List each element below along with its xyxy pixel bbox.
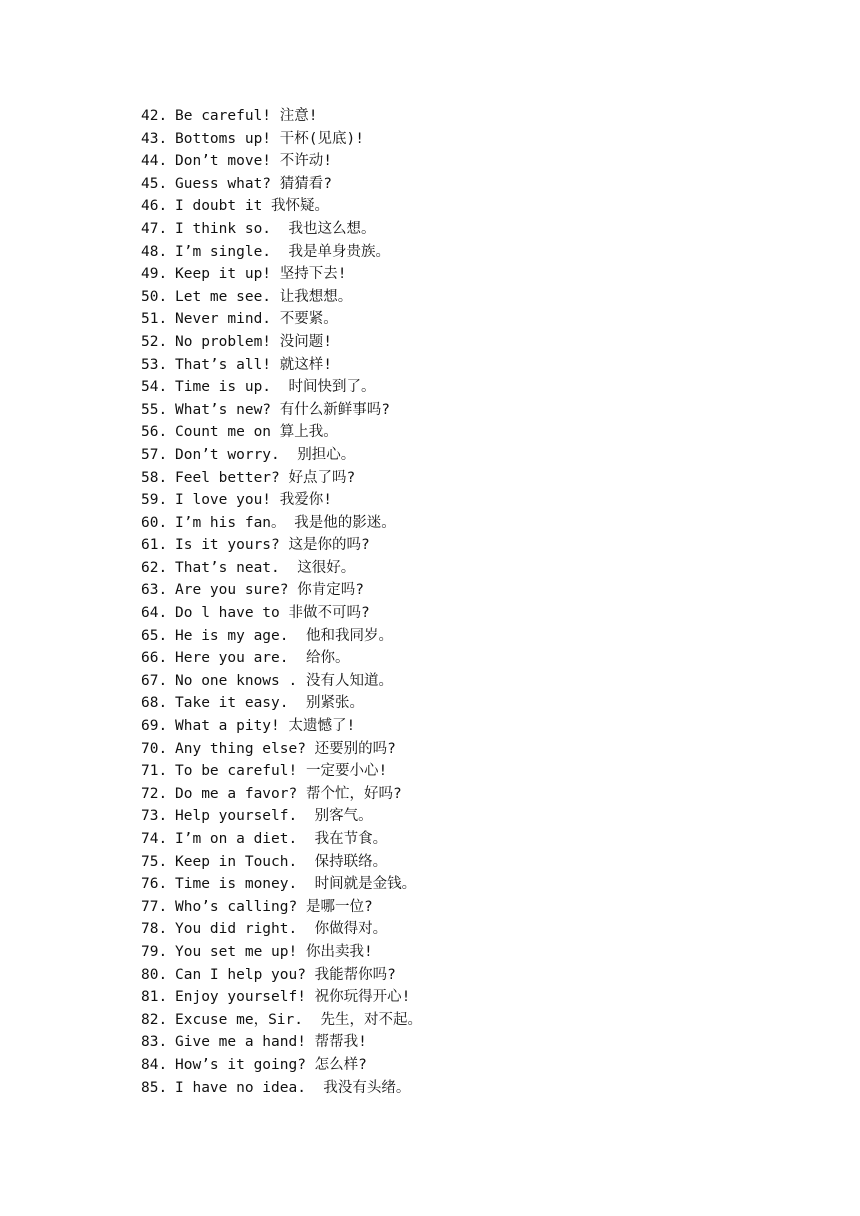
item-number: 47. <box>141 220 168 237</box>
item-number: 76. <box>141 876 168 893</box>
phrase-text: No one knows . 没有人知道。 <box>175 672 393 689</box>
list-item <box>141 1009 422 1032</box>
phrase-text: Keep in Touch. 保持联络。 <box>175 853 388 870</box>
item-number: 67. <box>141 672 168 689</box>
list-item <box>141 1054 422 1077</box>
phrase-text: Be careful! 注意! <box>175 108 318 124</box>
item-number: 79. <box>141 943 168 960</box>
list-item <box>141 286 422 309</box>
phrase-text: I have no idea. 我没有头绪。 <box>175 1079 411 1096</box>
phrase-text: That’s all! 就这样! <box>175 356 332 373</box>
list-item <box>141 760 422 783</box>
item-number: 60. <box>141 514 168 531</box>
phrase-text: Keep it up! 坚持下去! <box>175 266 347 283</box>
list-item <box>141 263 422 286</box>
phrase-text: Feel better? 好点了吗? <box>175 469 356 486</box>
phrase-text: Guess what? 猜猜看? <box>175 175 332 192</box>
list-item <box>141 512 422 535</box>
item-number: 66. <box>141 650 168 667</box>
list-item <box>141 557 422 580</box>
phrase-text: You did right. 你做得对。 <box>175 921 388 938</box>
list-item <box>141 851 422 874</box>
phrase-text: I think so. 我也这么想。 <box>175 220 376 237</box>
list-item <box>141 918 422 941</box>
phrase-text: Don’t worry. 别担心。 <box>175 446 356 463</box>
list-item <box>141 738 422 761</box>
list-item <box>141 241 422 264</box>
list-item <box>141 150 422 173</box>
list-item <box>141 828 422 851</box>
phrase-text: Bottoms up! 干杯(见底)! <box>175 130 364 147</box>
list-item <box>141 579 422 602</box>
phrase-text: To be careful! 一定要小心! <box>175 763 388 780</box>
phrase-text: I’m his fan。 我是他的影迷。 <box>175 514 396 531</box>
list-item <box>141 308 422 331</box>
list-item <box>141 647 422 670</box>
list-item <box>141 128 422 151</box>
phrase-text: Any thing else? 还要别的吗? <box>175 740 396 757</box>
list-item <box>141 625 422 648</box>
list-item <box>141 896 422 919</box>
item-number: 81. <box>141 989 168 1006</box>
list-item <box>141 783 422 806</box>
item-number: 64. <box>141 605 168 622</box>
phrase-text: Are you sure? 你肯定吗? <box>175 582 364 599</box>
list-item <box>141 421 422 444</box>
item-number: 55. <box>141 401 168 418</box>
list-item <box>141 941 422 964</box>
phrase-text: Time is up. 时间快到了。 <box>175 379 376 396</box>
phrase-text: Do l have to 非做不可吗? <box>175 605 370 622</box>
phrase-list <box>141 105 422 1099</box>
list-item <box>141 805 422 828</box>
phrase-text: What’s new? 有什么新鲜事吗? <box>175 401 390 418</box>
phrase-text: Count me on 算上我。 <box>175 424 338 441</box>
list-item <box>141 986 422 1009</box>
item-number: 63. <box>141 582 168 599</box>
item-number: 85. <box>141 1079 168 1096</box>
list-item <box>141 331 422 354</box>
phrase-text: That’s neat. 这很好。 <box>175 559 356 576</box>
list-item <box>141 534 422 557</box>
phrase-text: Give me a hand! 帮帮我! <box>175 1034 367 1051</box>
item-number: 46. <box>141 198 168 215</box>
item-number: 51. <box>141 311 168 328</box>
item-number: 77. <box>141 898 168 915</box>
item-number: 54. <box>141 379 168 396</box>
item-number: 69. <box>141 718 168 735</box>
list-item <box>141 467 422 490</box>
list-item <box>141 692 422 715</box>
list-item <box>141 105 422 128</box>
phrase-text: Excuse me，Sir. 先生，对不起。 <box>175 1011 422 1028</box>
phrase-text: Enjoy yourself! 祝你玩得开心! <box>175 989 411 1006</box>
list-item <box>141 489 422 512</box>
list-item <box>141 444 422 467</box>
phrase-text: What a pity! 太遗憾了! <box>175 718 356 735</box>
item-number: 49. <box>141 266 168 283</box>
item-number: 48. <box>141 243 168 260</box>
phrase-text: Help yourself. 别客气。 <box>175 808 373 825</box>
phrase-text: Can I help you? 我能帮你吗? <box>175 966 396 983</box>
phrase-text: Here you are. 给你。 <box>175 650 350 667</box>
item-number: 73. <box>141 808 168 825</box>
phrase-text: You set me up! 你出卖我! <box>175 943 373 960</box>
phrase-text: Do me a favor? 帮个忙，好吗? <box>175 785 402 802</box>
item-number: 65. <box>141 627 168 644</box>
item-number: 70. <box>141 740 168 757</box>
list-item <box>141 715 422 738</box>
phrase-text: I’m on a diet. 我在节食。 <box>175 831 388 847</box>
item-number: 56. <box>141 424 168 441</box>
list-item <box>141 354 422 377</box>
list-item <box>141 873 422 896</box>
phrase-text: I love you! 我爱你! <box>175 492 332 509</box>
item-number: 71. <box>141 763 168 780</box>
item-number: 61. <box>141 537 168 554</box>
item-number: 53. <box>141 356 168 373</box>
list-item <box>141 602 422 625</box>
phrase-text: Take it easy. 别紧张。 <box>175 695 364 712</box>
phrase-text: How’s it going? 怎么样? <box>175 1056 367 1073</box>
list-item <box>141 173 422 196</box>
item-number: 83. <box>141 1034 168 1051</box>
phrase-text: Time is money. 时间就是金钱。 <box>175 876 417 893</box>
list-item <box>141 1031 422 1054</box>
phrase-text: I’m single. 我是单身贵族。 <box>175 243 390 260</box>
phrase-text: Is it yours? 这是你的吗? <box>175 537 370 554</box>
item-number: 42. <box>141 108 168 124</box>
phrase-text: Who’s calling? 是哪一位? <box>175 898 373 915</box>
list-item <box>141 218 422 241</box>
item-number: 43. <box>141 130 168 147</box>
list-item <box>141 195 422 218</box>
item-number: 80. <box>141 966 168 983</box>
list-item <box>141 1077 422 1100</box>
phrase-text: No problem! 没问题! <box>175 333 332 350</box>
item-number: 74. <box>141 831 168 847</box>
item-number: 68. <box>141 695 168 712</box>
item-number: 52. <box>141 333 168 350</box>
item-number: 62. <box>141 559 168 576</box>
phrase-text: Never mind. 不要紧。 <box>175 311 338 328</box>
item-number: 84. <box>141 1056 168 1073</box>
item-number: 82. <box>141 1011 168 1028</box>
item-number: 44. <box>141 153 168 170</box>
item-number: 50. <box>141 288 168 305</box>
list-item <box>141 964 422 987</box>
list-item <box>141 399 422 422</box>
list-item <box>141 376 422 399</box>
list-item <box>141 670 422 693</box>
item-number: 45. <box>141 175 168 192</box>
item-number: 78. <box>141 921 168 938</box>
phrase-text: Don’t move! 不许动! <box>175 153 332 170</box>
phrase-text: I doubt it 我怀疑。 <box>175 198 330 215</box>
item-number: 75. <box>141 853 168 870</box>
item-number: 58. <box>141 469 168 486</box>
item-number: 57. <box>141 446 168 463</box>
phrase-text: Let me see. 让我想想。 <box>175 288 353 305</box>
phrase-text: He is my age. 他和我同岁。 <box>175 627 393 644</box>
item-number: 72. <box>141 785 168 802</box>
item-number: 59. <box>141 492 168 509</box>
